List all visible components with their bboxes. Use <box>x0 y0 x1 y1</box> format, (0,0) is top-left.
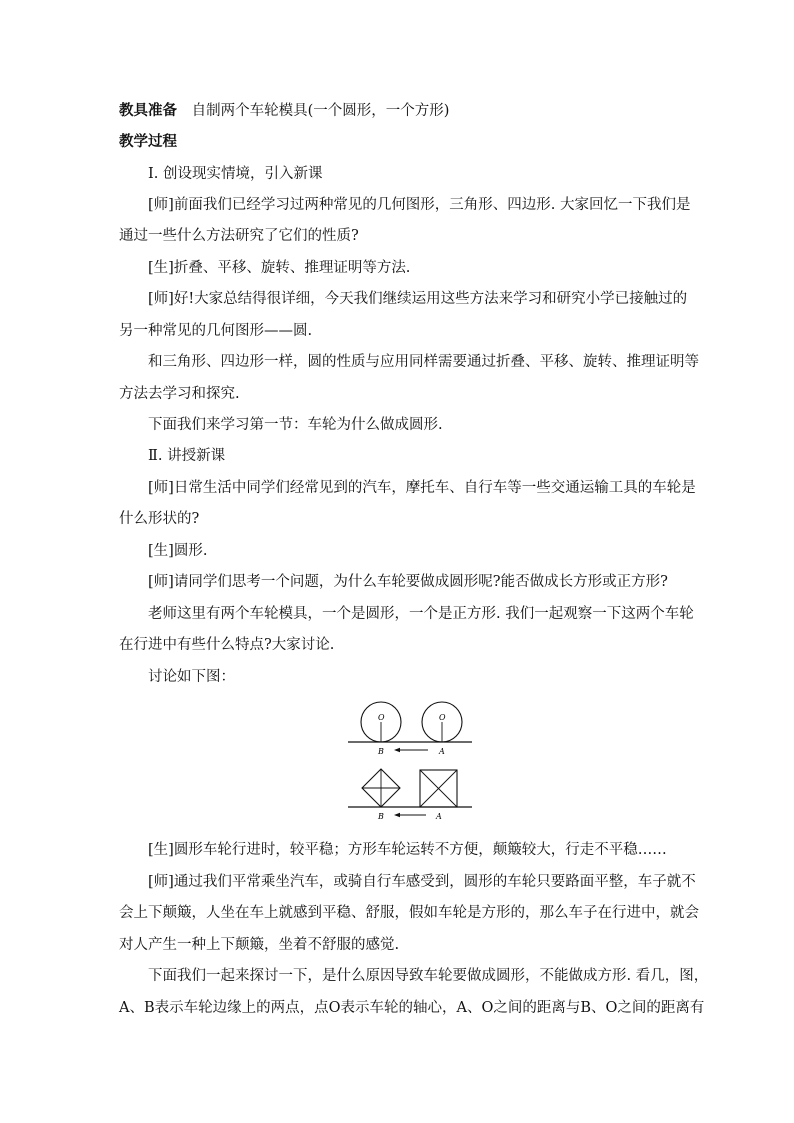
center-label-right: O <box>439 713 446 722</box>
section-heading-1: Ⅰ. 创设现实情境，引入新课 <box>148 166 323 182</box>
paragraph-line: [师]通过我们平常乘坐汽车，或骑自行车感受到，圆形的车轮只要路面平整，车子就不 <box>148 874 696 890</box>
paragraph-line: [生]折叠、平移、旋转、推理证明等方法. <box>148 260 411 276</box>
paragraph-line: [师]好!大家总结得很详细，今天我们继续运用这些方法来学习和研究小学已接触过的 <box>148 291 688 307</box>
paragraph-line: A、B表示车轮边缘上的两点，点O表示车轮的轴心，A、O之间的距离与B、O之间的距离有 <box>119 1000 705 1016</box>
paragraph-line: 对人产生一种上下颠簸，坐着不舒服的感觉. <box>119 937 400 953</box>
paragraph-line: 老师这里有两个车轮模具，一个是圆形，一个是正方形. 我们一起观察一下这两个车轮 <box>148 606 694 622</box>
paragraph-line: [师]前面我们已经学习过两种常见的几何图形，三角形、四边形. 大家回忆一下我们是 <box>148 197 691 213</box>
center-label-left: O <box>378 713 385 722</box>
arrow-head-bottom <box>394 813 400 817</box>
paragraph-line: 方法去学习和探究. <box>119 386 240 402</box>
paragraph-line: 另一种常见的几何图形——圆. <box>119 323 313 339</box>
paragraph-line: 讨论如下图： <box>148 669 235 685</box>
paragraph-line: 和三角形、四边形一样，圆的性质与应用同样需要通过折叠、平移、旋转、推理证明等 <box>148 354 699 370</box>
paragraph-line: 什么形状的? <box>119 511 200 527</box>
section-heading-2: Ⅱ. 讲授新课 <box>148 448 226 464</box>
equipment-line <box>119 101 449 121</box>
paragraph-line: [师]请同学们思考一个问题，为什么车轮要做成圆形呢?能否做成长方形或正方形? <box>148 574 668 590</box>
process-heading: 教学过程 <box>119 133 177 150</box>
equipment-text: 自制两个车轮模具(一个圆形，一个方形) <box>191 103 450 119</box>
paragraph-line: [生]圆形车轮行进时，较平稳；方形车轮运转不方便，颠簸较大，行走不平稳…… <box>148 842 667 858</box>
paragraph-line: 会上下颠簸，人坐在车上就感到平稳、舒服，假如车轮是方形的，那么车子在行进中，就会 <box>119 905 699 921</box>
point-label-b-bottom: B <box>378 812 384 821</box>
point-label-a-top: A <box>439 747 445 756</box>
paragraph-line: 下面我们一起来探讨一下，是什么原因导致车轮要做成圆形，不能做成方形. 看几，图， <box>148 968 709 984</box>
paragraph-line: 通过一些什么方法研究了它们的性质? <box>119 228 359 244</box>
point-label-a-bottom: A <box>436 812 442 821</box>
arrow-head-top <box>394 748 400 752</box>
equipment-label: 教具准备 <box>119 102 177 119</box>
wheel-figure <box>340 694 480 834</box>
paragraph-line: [生]圆形. <box>148 543 208 559</box>
paragraph-line: 下面我们来学习第一节：车轮为什么做成圆形. <box>148 417 443 433</box>
point-label-b-top: B <box>378 747 384 756</box>
paragraph-line: [师]日常生活中同学们经常见到的汽车，摩托车、自行车等一些交通运输工具的车轮是 <box>148 480 696 496</box>
paragraph-line: 在行进中有些什么特点?大家讨论. <box>119 637 335 653</box>
